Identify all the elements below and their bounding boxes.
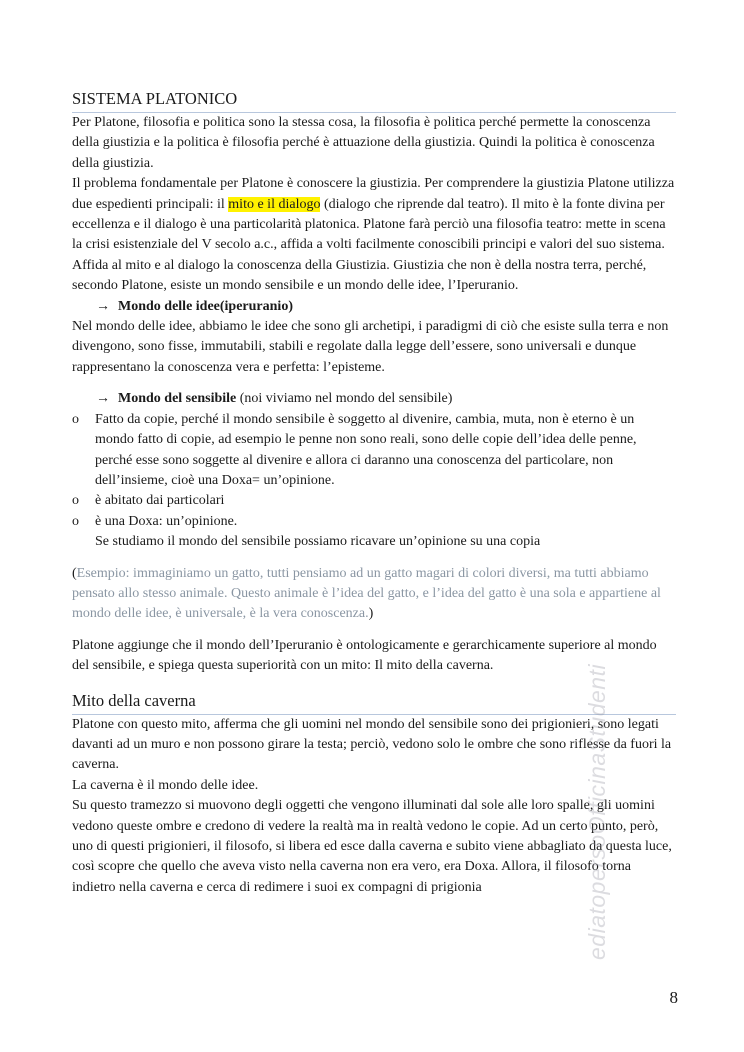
subheading-text: Mondo del sensibile: [118, 391, 237, 407]
list-item-text: è abitato dai particolari: [95, 493, 225, 509]
page-number: 8: [669, 988, 678, 1007]
paren-close: ): [368, 606, 374, 622]
paragraph: [72, 174, 676, 256]
paren-open: (: [72, 565, 77, 581]
highlighted-text: mito e il dialogo: [228, 196, 321, 212]
paragraph: Per Platone, filosofia e politica sono la stessa cosa, la filosofia è politica perché permette la conoscenza della giustizia e la politica è filosofia perché è attuazione della giustizia. Quindi la politica è conoscenza della giustizia.: [72, 115, 655, 171]
paragraph: Nel mondo delle idee, abbiamo le idee che sono gli archetipi, i paradigmi di ciò che esiste sulla terra e non divengono, sono fisse, immutabili, stabili e regolate dalla legge dell’essere, sono universali e dunque rappresentano la conoscenza vera e perfetta: l’episteme.: [72, 319, 669, 375]
subheading-mondo-del-sensibile: [96, 389, 676, 409]
section-heading-sistema-platonico: SISTEMA PLATONICO: [72, 88, 676, 113]
list-item-continuation: Se studiamo il mondo del sensibile possiamo ricavare un’opinione su una copia: [95, 534, 541, 550]
bullet-icon: o: [72, 513, 79, 529]
list-item-text: è una Doxa: un’opinione.: [95, 513, 238, 529]
bullet-icon: o: [72, 411, 79, 427]
subheading-note: (noi viviamo nel mondo del sensibile): [236, 391, 453, 407]
section-heading-mito-della-caverna: Mito della caverna: [72, 690, 676, 715]
bullet-icon: o: [72, 493, 79, 509]
example-text: Esempio: immaginiamo un gatto, tutti pensiamo ad un gatto magari di colori diversi, ma tutti abbiamo pensato allo stesso animale. Questo animale è l’idea del gatto, e l’idea del gatto è una sola e appartiene al mondo delle idee, è universale, è la vera conoscenza.: [72, 565, 661, 622]
watermark: ediatopersoOfficinaStudenti: [584, 663, 610, 960]
subheading-text: Mondo delle idee(iperuranio): [118, 298, 293, 314]
subheading-mondo-delle-idee: [96, 297, 676, 317]
list-item: [72, 491, 676, 511]
list-item: [72, 410, 676, 492]
paragraph: La caverna è il mondo delle idee.: [72, 777, 259, 793]
text-run: Il problema fondamentale per Platone è conoscere la giustizia. Per comprendere la giustizia Platone utilizza due espedienti principali: il: [72, 176, 675, 212]
arrow-icon: →: [96, 298, 110, 314]
list-item-text: Fatto da copie, perché il mondo sensibile è soggetto al divenire, cambia, muta, non è eterno è un mondo fatto di copie, ad esempio le penne non sono reali, sono delle copie dell’idea delle penne, perché esse sono soggette al divenire e allora ci daranno una conoscenza del particolare, non dell’insieme, cioè una Doxa= un’opinione.: [95, 411, 637, 488]
paragraph: Affida al mito e al dialogo la conoscenza della Giustizia. Giustizia che non è della nostra terra, perché, secondo Platone, esiste un mondo sensibile e un mondo delle idee, l’Iperuranio.: [72, 257, 647, 294]
paragraph: Platone aggiunge che il mondo dell’Iperuranio è ontologicamente e gerarchicamente superiore al mondo del sensibile, e spiega questa superiorità con un mito: Il mito della caverna.: [72, 637, 657, 674]
paragraph: Platone con questo mito, afferma che gli uomini nel mondo del sensibile sono dei prigionieri, sono legati davanti ad un muro e non possono girare la testa; perciò, vedono solo le ombre che sono riflesse da fuori la caverna.: [72, 716, 672, 773]
arrow-icon: →: [96, 391, 110, 407]
list-item: [72, 512, 676, 553]
text-run: (dialogo che riprende dal teatro). Il mito è la fonte divina per eccellenza e il dialogo è una particolarità platonica. Platone farà perciò una filosofia teatro: mette in scena la crisi esistenziale del V secolo a.c., affida a volti facilmente conoscibili principi e valori del suo sistema.: [72, 196, 666, 253]
example-paragraph: [72, 564, 676, 625]
paragraph: Su questo tramezzo si muovono degli oggetti che vengono illuminati dal sole alle loro spalle, gli uomini vedono queste ombre e credono di vedere la realtà ma in realtà vedono le copie. Ad un certo punto, però, uno di questi prigionieri, il filosofo, si libera ed esce dalla caverna e subito viene abbagliato da questa luce, così scopre che quello che aveva visto nella caverna non era vero, era Doxa. Allora, il filosofo torna indietro nella caverna e cerca di redimere i suoi ex compagni di prigionia: [72, 798, 672, 895]
bullet-list: [72, 410, 676, 553]
